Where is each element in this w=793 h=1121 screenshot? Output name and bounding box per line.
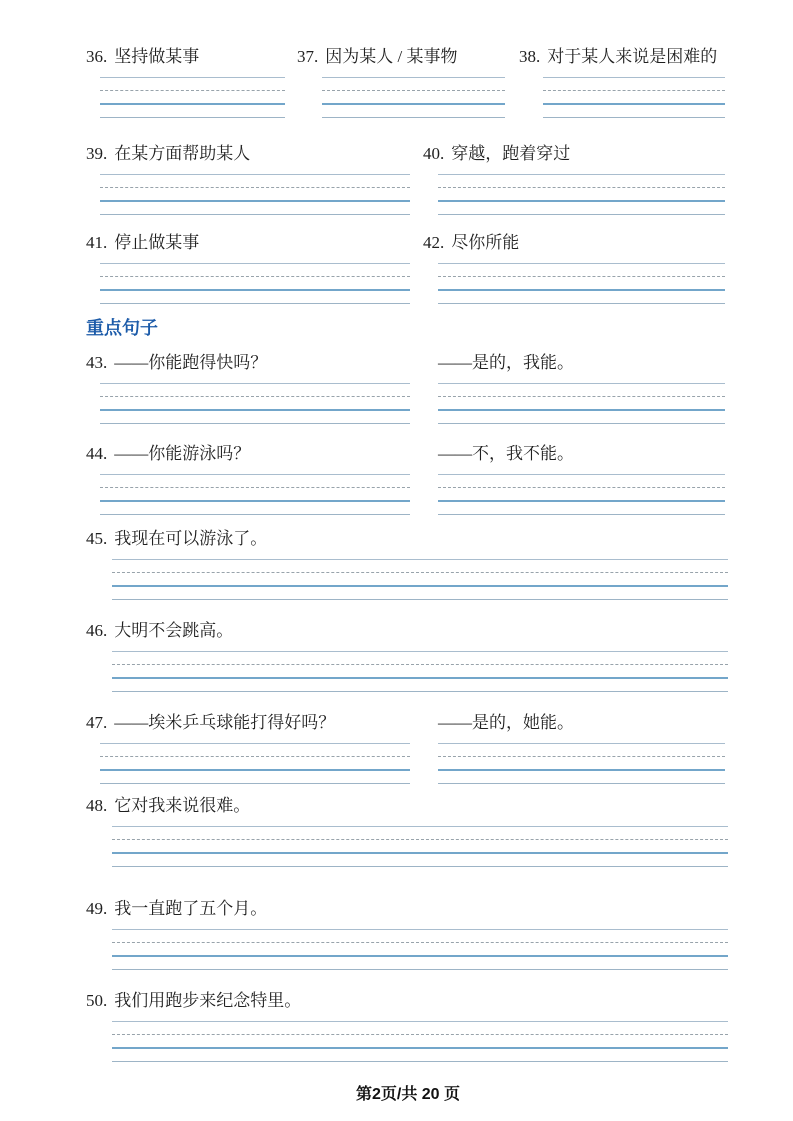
writing-line-blue <box>438 289 725 291</box>
item-text: 穿越，跑着穿过 <box>451 144 571 163</box>
page-footer: 第2页/共 20 页 <box>355 1086 461 1103</box>
writing-line-bottom <box>438 423 725 424</box>
item-label <box>86 620 730 642</box>
writing-guide <box>100 174 410 215</box>
writing-line-bottom <box>438 514 725 515</box>
item-number: 41. <box>86 233 108 252</box>
writing-line-dashed <box>112 664 728 665</box>
writing-line-top <box>100 77 285 78</box>
sentence-row-47 <box>86 712 730 784</box>
question-content: ——埃米乒乓球能打得好吗？ <box>114 713 336 732</box>
item-label <box>86 352 730 374</box>
writing-line-blue <box>543 103 725 105</box>
writing-line-top <box>438 743 725 744</box>
writing-guide <box>438 383 725 424</box>
writing-line-dashed <box>112 572 728 573</box>
item-label <box>297 46 519 68</box>
writing-line-bottom <box>112 866 728 867</box>
writing-line-bottom <box>543 117 725 118</box>
item-number: 40. <box>423 144 445 163</box>
writing-line-dashed <box>100 276 410 277</box>
item-number: 45. <box>86 529 108 548</box>
writing-guide <box>438 174 725 215</box>
vocab-row-36-38 <box>86 46 730 118</box>
writing-line-blue <box>112 955 728 957</box>
writing-line-dashed <box>543 90 725 91</box>
sentence-row-50 <box>86 990 730 1062</box>
item-label <box>86 443 730 465</box>
writing-line-blue <box>112 1047 728 1049</box>
item-text: 我们用跑步来纪念特里。 <box>114 991 302 1010</box>
writing-guide <box>100 263 410 304</box>
item-text: 大明不会跳高。 <box>114 621 234 640</box>
sentence-row-48 <box>86 795 730 867</box>
writing-guide <box>112 1021 728 1062</box>
writing-line-dashed <box>100 187 410 188</box>
writing-line-top <box>112 651 728 652</box>
item-label <box>519 46 730 68</box>
item-number: 43. <box>86 353 108 372</box>
writing-line-bottom <box>112 599 728 600</box>
item-label <box>86 528 730 550</box>
vocab-item-42 <box>423 232 730 304</box>
writing-line-bottom <box>112 969 728 970</box>
writing-line-bottom <box>112 1061 728 1062</box>
item-text: 我一直跑了五个月。 <box>114 899 268 918</box>
item-number: 42. <box>423 233 445 252</box>
answer-text: ——是的，她能。 <box>438 713 574 732</box>
item-label <box>86 712 730 734</box>
writing-line-bottom <box>100 214 410 215</box>
item-text: 停止做某事 <box>114 233 200 252</box>
writing-line-top <box>438 263 725 264</box>
question-text <box>86 352 423 374</box>
writing-line-blue <box>100 500 410 502</box>
writing-line-bottom <box>100 303 410 304</box>
writing-line-top <box>438 474 725 475</box>
writing-line-dashed <box>112 1034 728 1035</box>
item-number: 49. <box>86 899 108 918</box>
writing-line-dashed <box>112 942 728 943</box>
writing-line-top <box>112 559 728 560</box>
vocab-item-37 <box>297 46 519 118</box>
writing-line-dashed <box>100 756 410 757</box>
item-text: 我现在可以游泳了。 <box>114 529 268 548</box>
sentence-row-45 <box>86 528 730 600</box>
writing-guide <box>112 826 728 867</box>
writing-guide <box>100 474 410 515</box>
vocab-item-39 <box>86 143 423 215</box>
writing-line-top <box>543 77 725 78</box>
item-label <box>86 143 423 165</box>
writing-line-top <box>100 174 410 175</box>
writing-line-dashed <box>438 756 725 757</box>
writing-line-top <box>322 77 505 78</box>
writing-line-top <box>100 743 410 744</box>
writing-line-bottom <box>322 117 505 118</box>
vocab-item-41 <box>86 232 423 304</box>
writing-line-blue <box>100 103 285 105</box>
sentence-row-49 <box>86 898 730 970</box>
writing-line-blue <box>112 677 728 679</box>
writing-line-blue <box>438 500 725 502</box>
writing-line-dashed <box>322 90 505 91</box>
section-header: 重点句子 <box>86 318 158 338</box>
writing-guide <box>112 651 728 692</box>
writing-line-dashed <box>100 487 410 488</box>
writing-line-top <box>438 383 725 384</box>
question-content: ——你能游泳吗？ <box>114 444 251 463</box>
item-label <box>423 232 730 254</box>
item-text: 对于某人来说是困难的 <box>547 47 718 66</box>
item-text: 在某方面帮助某人 <box>114 144 251 163</box>
item-label <box>86 898 730 920</box>
writing-guides <box>86 374 730 424</box>
item-label <box>86 795 730 817</box>
item-number: 37. <box>297 47 319 66</box>
item-number: 38. <box>519 47 541 66</box>
vocab-row-39-40 <box>86 143 730 215</box>
writing-line-blue <box>112 585 728 587</box>
writing-line-bottom <box>100 514 410 515</box>
question-text <box>86 443 423 465</box>
question-text <box>86 712 423 734</box>
writing-guide <box>322 77 505 118</box>
writing-line-top <box>112 826 728 827</box>
writing-line-blue <box>100 200 410 202</box>
writing-line-bottom <box>100 117 285 118</box>
writing-guide <box>543 77 725 118</box>
writing-line-top <box>438 174 725 175</box>
item-label <box>86 990 730 1012</box>
writing-line-dashed <box>112 839 728 840</box>
answer-text: ——不，我不能。 <box>438 444 574 463</box>
sentence-row-44 <box>86 443 730 515</box>
writing-line-blue <box>100 289 410 291</box>
writing-guides <box>86 465 730 515</box>
vocab-item-36 <box>86 46 297 118</box>
writing-line-bottom <box>438 303 725 304</box>
writing-line-top <box>112 929 728 930</box>
item-label <box>86 232 423 254</box>
writing-line-dashed <box>100 396 410 397</box>
vocab-item-40 <box>423 143 730 215</box>
vocab-item-38 <box>519 46 730 118</box>
item-number: 36. <box>86 47 108 66</box>
writing-line-dashed <box>438 276 725 277</box>
writing-line-blue <box>322 103 505 105</box>
writing-guide <box>438 474 725 515</box>
writing-guides <box>86 734 730 784</box>
item-text: 尽你所能 <box>451 233 520 252</box>
item-number: 39. <box>86 144 108 163</box>
writing-line-dashed <box>438 487 725 488</box>
writing-line-bottom <box>100 423 410 424</box>
item-label <box>423 143 730 165</box>
writing-guide <box>438 743 725 784</box>
writing-line-top <box>100 383 410 384</box>
item-label <box>86 46 297 68</box>
item-number: 44. <box>86 444 108 463</box>
sentence-row-43 <box>86 352 730 424</box>
writing-guide <box>100 743 410 784</box>
vocab-row-41-42 <box>86 232 730 304</box>
writing-line-dashed <box>100 90 285 91</box>
item-number: 47. <box>86 713 108 732</box>
writing-line-dashed <box>438 187 725 188</box>
sentence-row-46 <box>86 620 730 692</box>
item-text: 因为某人 / 某事物 <box>325 47 458 66</box>
item-number: 48. <box>86 796 108 815</box>
writing-line-blue <box>100 769 410 771</box>
writing-line-dashed <box>438 396 725 397</box>
writing-line-blue <box>438 200 725 202</box>
writing-guide <box>438 263 725 304</box>
writing-line-bottom <box>438 783 725 784</box>
writing-guide <box>112 929 728 970</box>
item-text: 它对我来说很难。 <box>114 796 251 815</box>
writing-line-top <box>100 474 410 475</box>
item-text: 坚持做某事 <box>114 47 200 66</box>
writing-line-blue <box>438 769 725 771</box>
writing-line-top <box>100 263 410 264</box>
question-content: ——你能跑得快吗？ <box>114 353 268 372</box>
writing-guide <box>112 559 728 600</box>
writing-line-blue <box>438 409 725 411</box>
answer-text: ——是的，我能。 <box>438 353 574 372</box>
writing-guide <box>100 77 285 118</box>
writing-guide <box>100 383 410 424</box>
writing-line-blue <box>112 852 728 854</box>
writing-line-blue <box>100 409 410 411</box>
writing-line-top <box>112 1021 728 1022</box>
writing-line-bottom <box>100 783 410 784</box>
item-number: 46. <box>86 621 108 640</box>
item-number: 50. <box>86 991 108 1010</box>
writing-line-bottom <box>112 691 728 692</box>
writing-line-bottom <box>438 214 725 215</box>
